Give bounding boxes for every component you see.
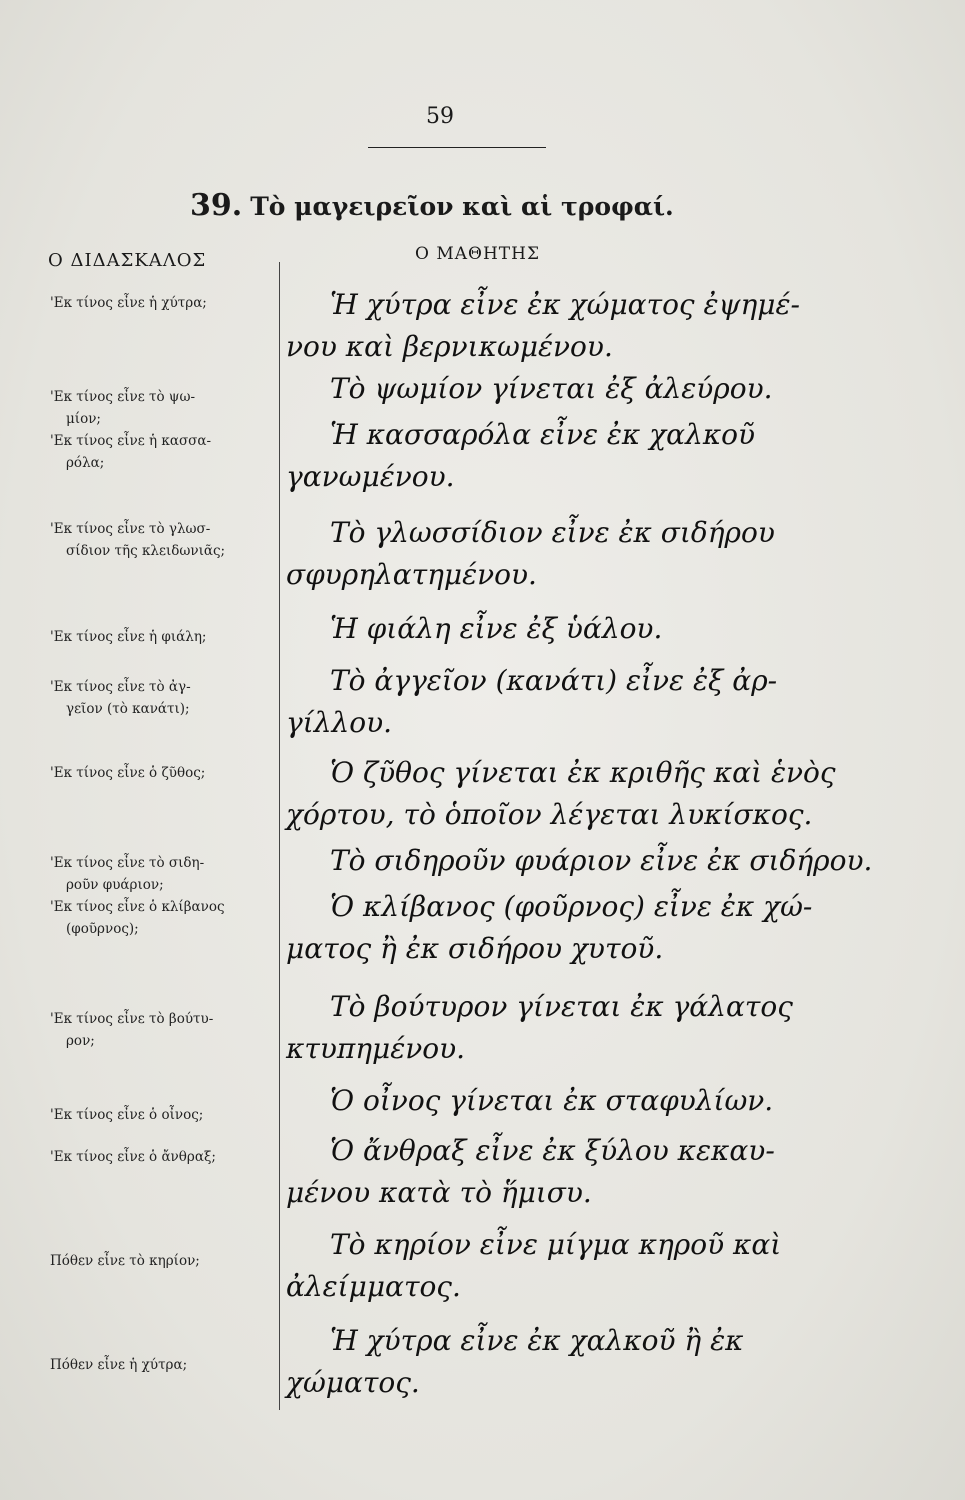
question-8: 'Εκ τίνος εἶνε τὸ σιδη- ροῦν φυάριον;	[50, 855, 205, 893]
lesson-heading	[190, 188, 830, 223]
column-divider	[279, 262, 280, 1410]
answer-2: Τὸ ψωμίον γίνεται ἐξ ἀλεύρου.	[330, 372, 773, 405]
answer-6: Τὸ ἀγγεῖον (κανάτι) εἶνε ἐξ ἀρ- γίλλου.	[286, 664, 778, 739]
answer-14: Ἡ χύτρα εἶνε ἐκ χαλκοῦ ἢ ἐκ χώματος.	[286, 1324, 744, 1399]
answer-11: Ὁ οἶνος γίνεται ἐκ σταφυλίων.	[330, 1084, 774, 1117]
question-10: 'Εκ τίνος εἶνε τὸ βούτυ- ρον;	[50, 1011, 214, 1049]
question-3: 'Εκ τίνος εἶνε ἡ κασσα- ρόλα;	[50, 433, 212, 471]
answer-12: Ὁ ἄνθραξ εἶνε ἐκ ξύλου κεκαυ- μένου κατὰ τὸ ἥμισυ.	[286, 1134, 775, 1209]
answer-5: Ἡ φιάλη εἶνε ἐξ ὑάλου.	[330, 612, 663, 645]
lesson-number: 39.	[190, 188, 243, 223]
question-4: 'Εκ τίνος εἶνε τὸ γλωσ- σίδιον τῆς κλειδωνιᾶς;	[50, 521, 226, 559]
answer-4: Τὸ γλωσσίδιον εἶνε ἐκ σιδήρου σφυρηλατημένου.	[286, 516, 775, 591]
answer-9: Ὁ κλίβανος (φοῦρνος) εἶνε ἐκ χώ- ματος ἢ ἐκ σιδήρου χυτοῦ.	[286, 890, 813, 965]
student-column-heading: Ο ΜΑΘΗΤΗΣ	[415, 244, 540, 264]
question-6: 'Εκ τίνος εἶνε τὸ ἀγ- γεῖον (τὸ κανάτι);	[50, 679, 191, 717]
lesson-title: Τὸ μαγειρεῖον καὶ αἱ τροφαί.	[250, 192, 674, 221]
page-number: 59	[426, 104, 454, 129]
question-5: 'Εκ τίνος εἶνε ἡ φιάλη;	[50, 629, 207, 645]
question-9: 'Εκ τίνος εἶνε ὁ κλίβανος (φοῦρνος);	[50, 899, 225, 937]
question-1: 'Εκ τίνος εἶνε ἡ χύτρα;	[50, 295, 207, 311]
answer-3: Ἡ κασσαρόλα εἶνε ἐκ χαλκοῦ γανωμένου.	[286, 418, 756, 493]
answer-8: Τὸ σιδηροῦν φυάριον εἶνε ἐκ σιδήρου.	[330, 844, 873, 877]
header-rule	[368, 147, 546, 148]
question-2: 'Εκ τίνος εἶνε τὸ ψω- μίον;	[50, 389, 196, 427]
answer-10: Τὸ βούτυρον γίνεται ἐκ γάλατος κτυπημένου.	[286, 990, 793, 1065]
question-7: 'Εκ τίνος εἶνε ὁ ζῦθος;	[50, 765, 206, 781]
question-13: Πόθεν εἶνε τὸ κηρίον;	[50, 1253, 200, 1269]
question-14: Πόθεν εἶνε ἡ χύτρα;	[50, 1357, 188, 1373]
question-11: 'Εκ τίνος εἶνε ὁ οἶνος;	[50, 1107, 204, 1123]
question-12: 'Εκ τίνος εἶνε ὁ ἄνθραξ;	[50, 1149, 216, 1165]
answer-1: Ἡ χύτρα εἶνε ἐκ χώματος ἐψημέ- νου καὶ βερνικωμένου.	[286, 288, 800, 363]
answer-7: Ὁ ζῦθος γίνεται ἐκ κριθῆς καὶ ἑνὸς χόρτου, τὸ ὁποῖον λέγεται λυκίσκος.	[286, 756, 836, 831]
teacher-column-heading: Ο ΔΙΔΑΣΚΑΛΟΣ	[48, 250, 207, 271]
answer-13: Τὸ κηρίον εἶνε μίγμα κηροῦ καὶ ἀλείμματος.	[286, 1228, 782, 1303]
